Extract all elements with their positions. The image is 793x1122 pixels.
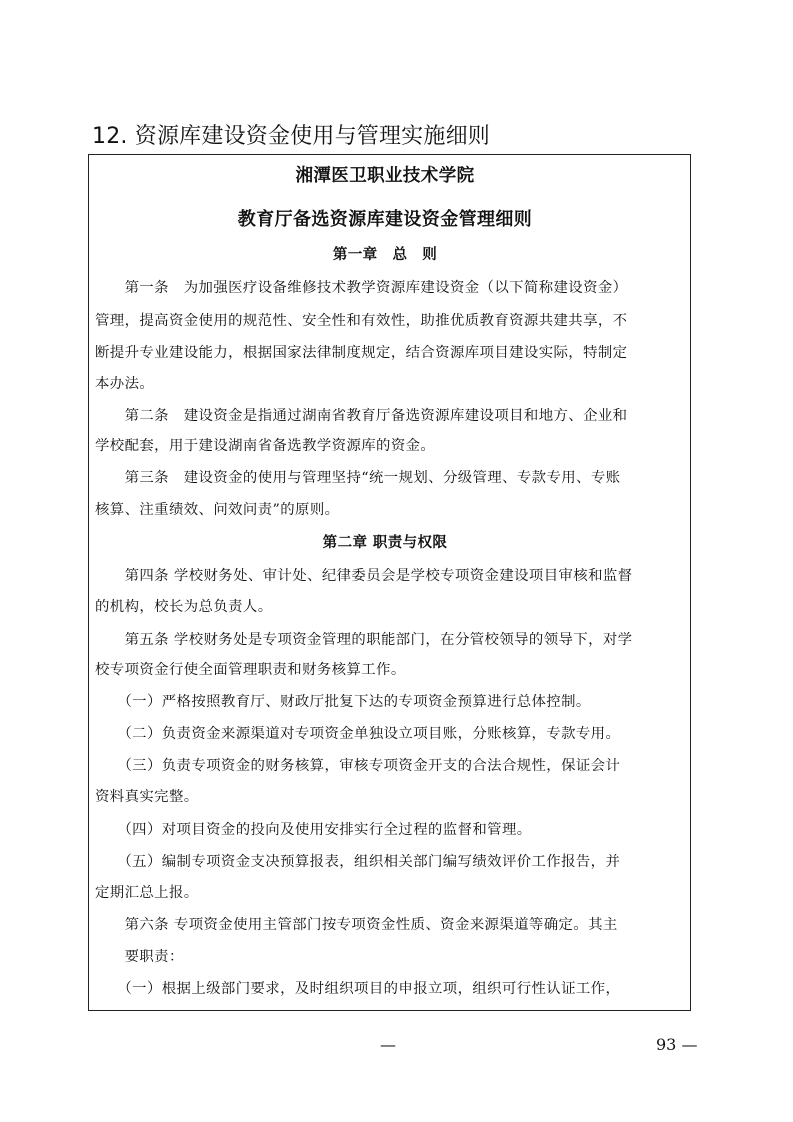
body-line: 核算、注重绩效、问效问责”的原则。 (95, 502, 340, 518)
body-line: （一）严格按照教育厅、财政厅批复下达的专项资金预算进行总体控制。 (95, 694, 591, 710)
body-line: 资料真实完整。 (95, 789, 199, 805)
body-line: 第五条 学校财务处是专项资金管理的职能部门，在分管校领导的领导下，对学 (95, 632, 633, 648)
doc-title: 教育厅备选资源库建设资金管理细则 (237, 209, 533, 230)
body-line: 定期汇总上报。 (95, 885, 199, 901)
body-line: 第六条 专项资金使用主管部门按专项资金性质、资金来源渠道等确定。其主 (95, 917, 618, 933)
page-number: 93 — (656, 1035, 698, 1054)
body-line: 要职责： (95, 949, 184, 965)
body-line: 的机构，校长为总负责人。 (95, 599, 273, 615)
section-heading: 12. 资源库建设资金使用与管理实施细则 (92, 124, 490, 149)
body-line: 断提升专业建设能力，根据国家法律制度规定，结合资源库项目建设实际，特制定 (95, 345, 628, 361)
body-line: 第一条 为加强医疗设备维修技术教学资源库建设资金（以下简称建设资金） (95, 280, 628, 296)
body-line: （一）根据上级部门要求，及时组织项目的申报立项，组织可行性认证工作， (95, 981, 621, 997)
body-line: 第三条 建设资金的使用与管理坚持“统一规划、分级管理、专款专用、专账 (95, 470, 621, 486)
body-line: （五）编制专项资金支决预算报表，组织相关部门编写绩效评价工作报告，并 (95, 854, 621, 870)
body-line: （四）对项目资金的投向及使用安排实行全过程的监督和管理。 (95, 822, 532, 838)
body-line: 第四条 学校财务处、审计处、纪律委员会是学校专项资金建设项目审核和监督 (95, 568, 633, 584)
chapter-heading: 第一章 总 则 (332, 247, 438, 263)
body-line: 校专项资金行使全面管理职责和财务核算工作。 (95, 662, 406, 678)
org-title: 湘潭医卫职业技术学院 (295, 166, 475, 186)
body-line: （三）负责专项资金的财务核算，审核专项资金开支的合法合规性，保证会计 (95, 758, 621, 774)
body-line: 本办法。 (95, 376, 155, 392)
chapter-heading: 第二章 职责与权限 (322, 535, 448, 551)
body-line: 管理，提高资金使用的规范性、安全性和有效性，助推优质教育资源共建共享，不 (95, 313, 628, 329)
footer-dash: — (380, 1035, 396, 1054)
body-line: （二）负责资金来源渠道对专项资金单独设立项目账，分账核算，专款专用。 (95, 726, 621, 742)
body-line: 学校配套，用于建设湖南省备选教学资源库的资金。 (95, 438, 436, 454)
body-line: 第二条 建设资金是指通过湖南省教育厅备选资源库建设项目和地方、企业和 (95, 408, 628, 424)
